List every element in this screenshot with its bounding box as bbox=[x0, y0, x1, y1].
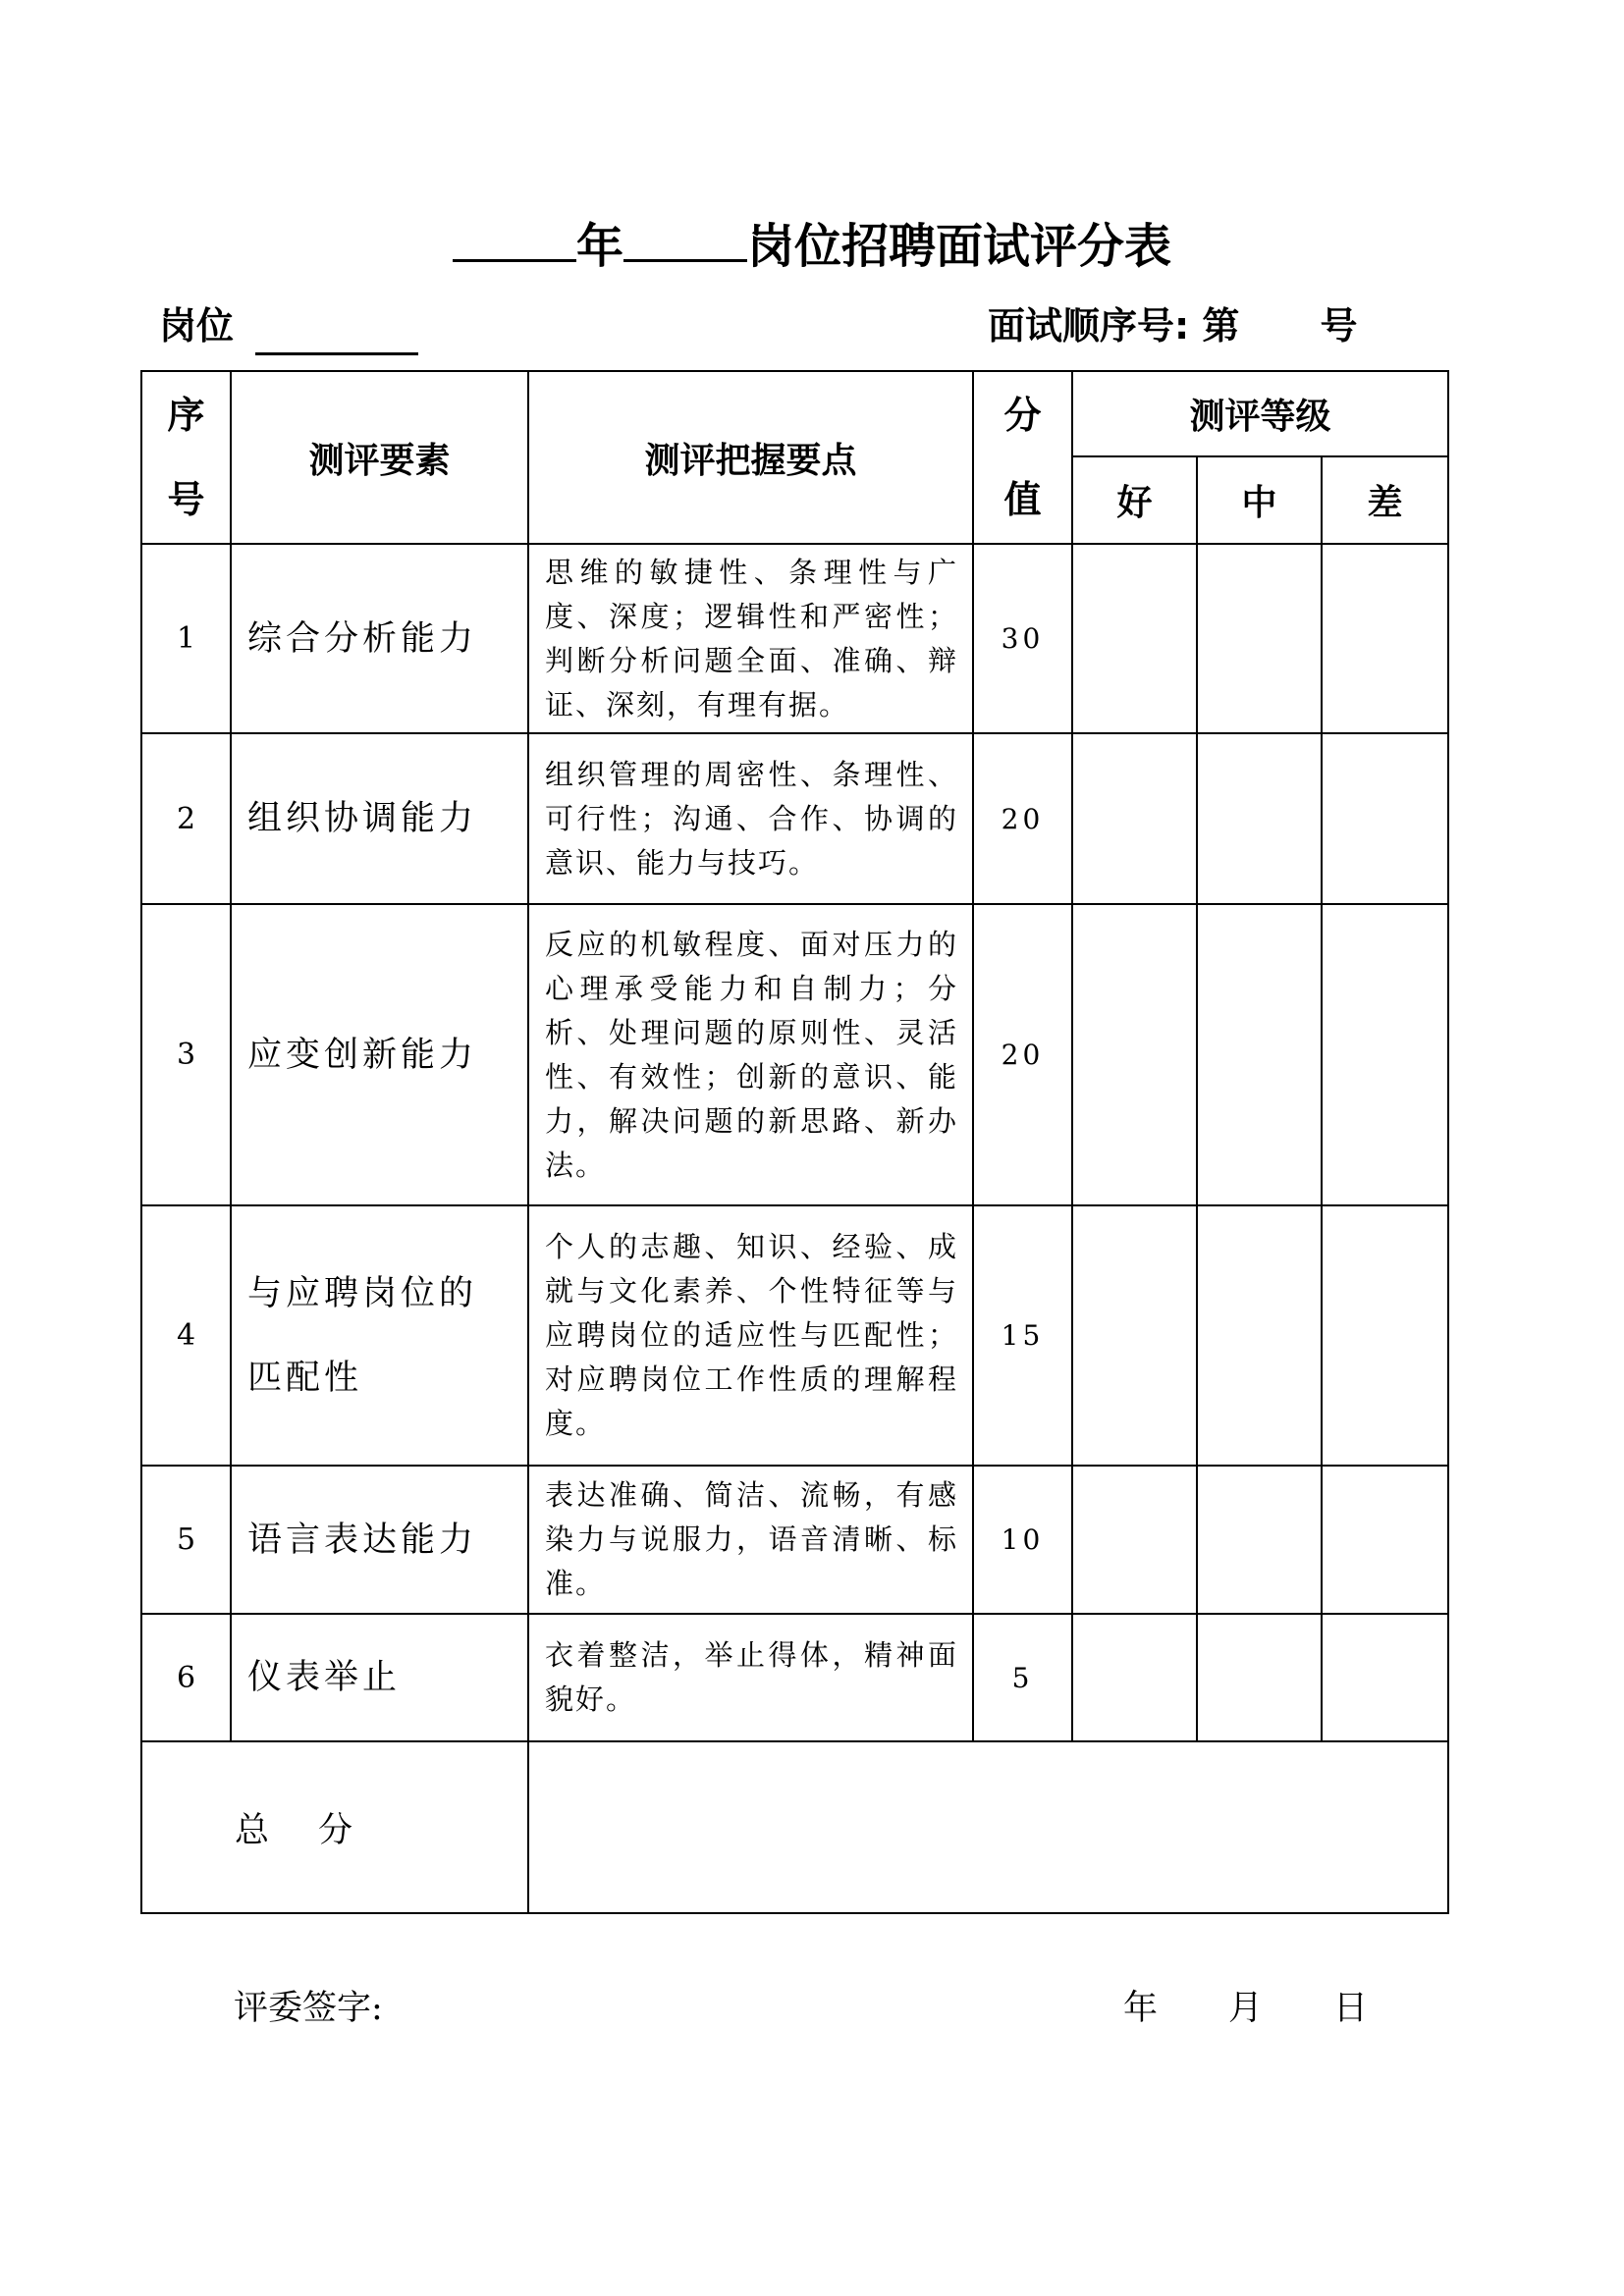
table-row bbox=[141, 1466, 1448, 1614]
title-text: 岗位招聘面试评分表 bbox=[747, 219, 1172, 274]
table-row bbox=[141, 904, 1448, 1205]
grade-medium-cell[interactable] bbox=[1197, 1614, 1322, 1741]
grade-poor-cell[interactable] bbox=[1322, 904, 1448, 1205]
grade-good-cell[interactable] bbox=[1072, 1466, 1197, 1614]
date-month: 月 bbox=[1228, 1989, 1264, 2028]
header-points: 测评把握要点 bbox=[528, 371, 973, 544]
interview-order-field bbox=[988, 296, 1357, 355]
date-field bbox=[1123, 1979, 1368, 2038]
position-input-line[interactable] bbox=[255, 305, 418, 355]
year-blank[interactable] bbox=[453, 210, 576, 262]
header-seq: 序 号 bbox=[141, 371, 231, 544]
grade-medium-cell[interactable] bbox=[1197, 1466, 1322, 1614]
title-year-char: 年 bbox=[575, 219, 623, 274]
row-points: 思维的敏捷性、条理性与广度、深度；逻辑性和严密性；判断分析问题全面、准确、辩证、深刻，有理有据。 bbox=[528, 544, 973, 733]
order-prefix: 面试顺序号: 第 bbox=[988, 304, 1240, 347]
row-number: 3 bbox=[141, 904, 231, 1205]
row-factor: 综合分析能力 bbox=[231, 544, 528, 733]
row-score: 20 bbox=[973, 733, 1072, 904]
row-number: 6 bbox=[141, 1614, 231, 1741]
grade-good-cell[interactable] bbox=[1072, 1205, 1197, 1466]
header-row bbox=[141, 371, 1448, 456]
page-title bbox=[0, 210, 1624, 281]
grade-medium-cell[interactable] bbox=[1197, 904, 1322, 1205]
row-number: 4 bbox=[141, 1205, 231, 1466]
total-row bbox=[141, 1741, 1448, 1913]
date-day: 日 bbox=[1333, 1989, 1369, 2028]
table-row bbox=[141, 1614, 1448, 1741]
total-score-cell[interactable] bbox=[528, 1741, 1448, 1913]
grade-good-cell[interactable] bbox=[1072, 733, 1197, 904]
header-good: 好 bbox=[1072, 456, 1197, 544]
header-poor: 差 bbox=[1322, 456, 1448, 544]
row-factor: 应变创新能力 bbox=[231, 904, 528, 1205]
row-points: 反应的机敏程度、面对压力的心理承受能力和自制力；分析、处理问题的原则性、灵活性、有效性；创新的意识、能力，解决问题的新思路、新办法。 bbox=[528, 904, 973, 1205]
grade-good-cell[interactable] bbox=[1072, 1614, 1197, 1741]
row-factor: 与应聘岗位的 匹配性 bbox=[231, 1205, 528, 1466]
row-score: 30 bbox=[973, 544, 1072, 733]
row-factor: 语言表达能力 bbox=[231, 1466, 528, 1614]
position-blank[interactable] bbox=[623, 210, 747, 262]
grade-medium-cell[interactable] bbox=[1197, 544, 1322, 733]
date-year: 年 bbox=[1123, 1989, 1159, 2028]
row-factor: 仪表举止 bbox=[231, 1614, 528, 1741]
header-medium: 中 bbox=[1197, 456, 1322, 544]
row-points: 个人的志趣、知识、经验、成就与文化素养、个性特征等与应聘岗位的适应性与匹配性；对应聘岗位工作性质的理解程度。 bbox=[528, 1205, 973, 1466]
total-label: 总 分 bbox=[141, 1741, 528, 1913]
position-field bbox=[159, 296, 418, 355]
row-number: 2 bbox=[141, 733, 231, 904]
row-points: 组织管理的周密性、条理性、可行性；沟通、合作、协调的意识、能力与技巧。 bbox=[528, 733, 973, 904]
row-points: 衣着整洁，举止得体，精神面貌好。 bbox=[528, 1614, 973, 1741]
grade-poor-cell[interactable] bbox=[1322, 733, 1448, 904]
row-score: 15 bbox=[973, 1205, 1072, 1466]
scoring-table bbox=[140, 370, 1449, 1914]
row-number: 1 bbox=[141, 544, 231, 733]
row-number: 5 bbox=[141, 1466, 231, 1614]
row-factor: 组织协调能力 bbox=[231, 733, 528, 904]
grade-medium-cell[interactable] bbox=[1197, 1205, 1322, 1466]
judge-signature-label: 评委签字: bbox=[234, 1989, 383, 2028]
grade-poor-cell[interactable] bbox=[1322, 544, 1448, 733]
grade-medium-cell[interactable] bbox=[1197, 733, 1322, 904]
table-row bbox=[141, 1205, 1448, 1466]
grade-poor-cell[interactable] bbox=[1322, 1205, 1448, 1466]
row-score: 10 bbox=[973, 1466, 1072, 1614]
grade-poor-cell[interactable] bbox=[1322, 1614, 1448, 1741]
header-score: 分 值 bbox=[973, 371, 1072, 544]
row-score: 5 bbox=[973, 1614, 1072, 1741]
row-points: 表达准确、简洁、流畅，有感染力与说服力，语音清晰、标准。 bbox=[528, 1466, 973, 1614]
header-grade: 测评等级 bbox=[1072, 371, 1448, 456]
header-factor: 测评要素 bbox=[231, 371, 528, 544]
row-score: 20 bbox=[973, 904, 1072, 1205]
table-row bbox=[141, 733, 1448, 904]
grade-good-cell[interactable] bbox=[1072, 904, 1197, 1205]
table-row bbox=[141, 544, 1448, 733]
order-suffix: 号 bbox=[1320, 304, 1358, 347]
grade-poor-cell[interactable] bbox=[1322, 1466, 1448, 1614]
position-label: 岗位 bbox=[159, 304, 235, 347]
grade-good-cell[interactable] bbox=[1072, 544, 1197, 733]
